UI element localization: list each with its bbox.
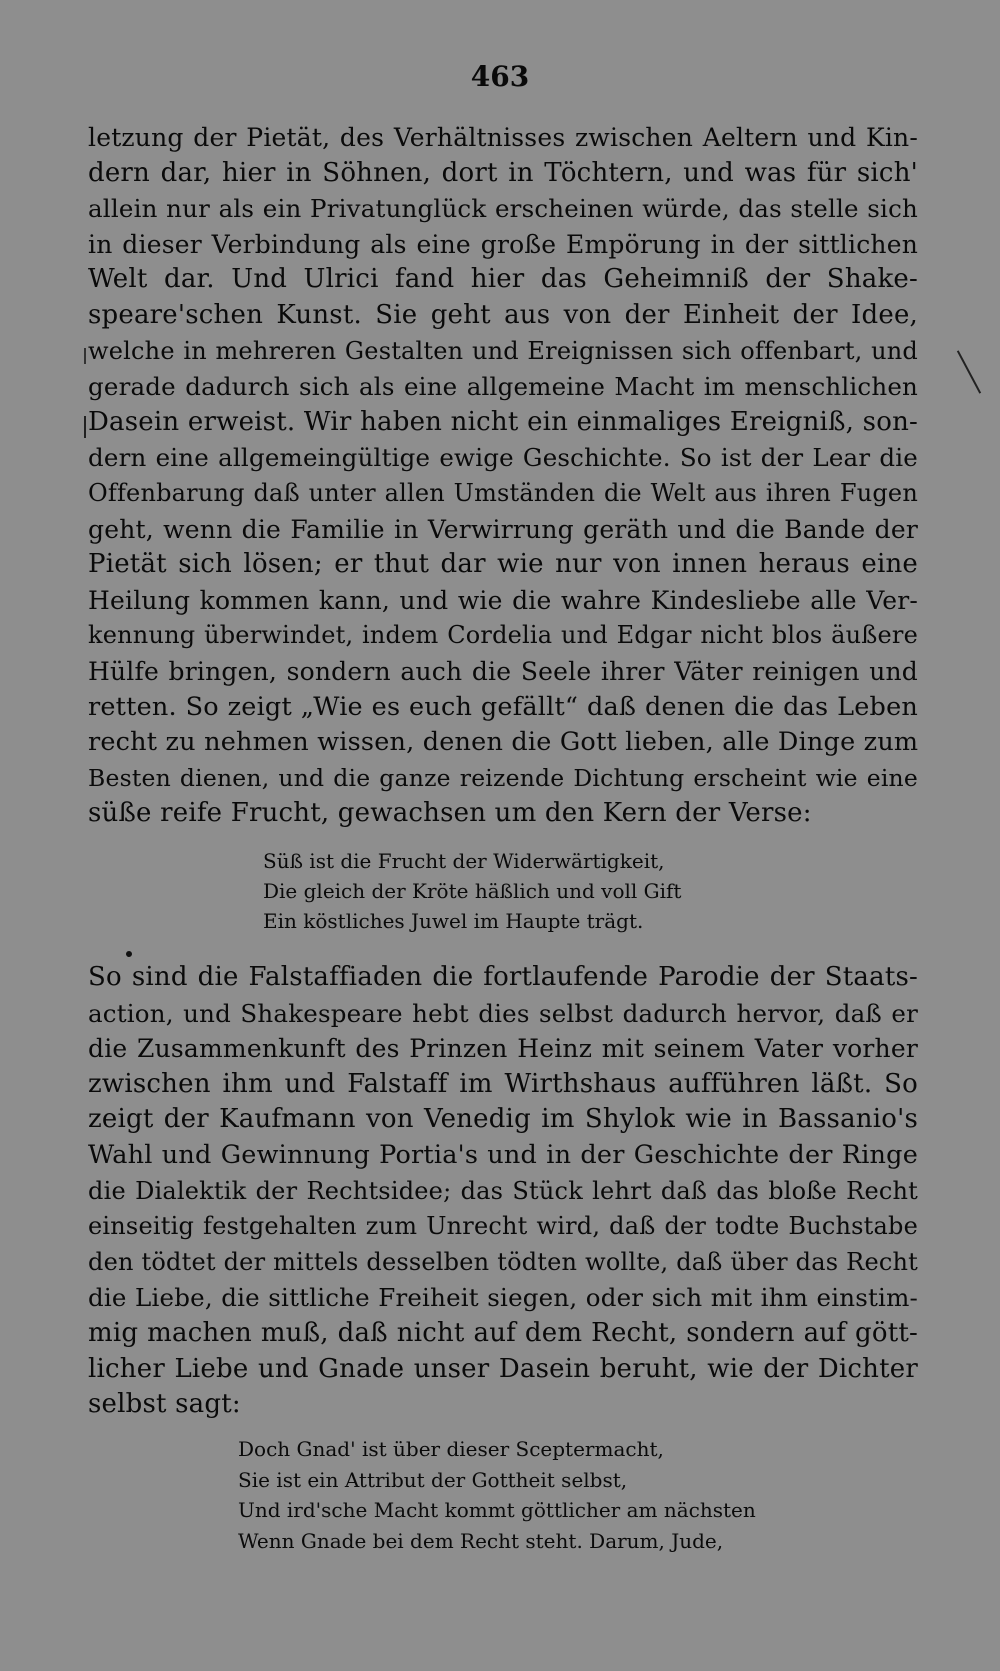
text-line: Heilung kommen kann, und wie die wahre Kindesliebe alle Ver- — [88, 585, 918, 615]
text-line: Besten dienen, und die ganze reizende Dichtung erscheint wie eine — [88, 763, 918, 792]
text-line: mig machen muß, daß nicht auf dem Recht, sondern auf gött- — [88, 1317, 918, 1348]
text-line: dern eine allgemeingültige ewige Geschichte. So ist der Lear die — [88, 443, 918, 473]
text-line: retten. So zeigt „Wie es euch gefällt“ daß denen die das Leben — [88, 691, 918, 722]
verse-line: Süß ist die Frucht der Widerwärtigkeit, — [263, 849, 665, 873]
text-line: Offenbarung daß unter allen Umständen die Welt aus ihren Fugen — [88, 478, 918, 507]
text-line: licher Liebe und Gnade unser Dasein beruht, wie der Dichter — [88, 1353, 918, 1384]
verse-line: Und ird'sche Macht kommt göttlicher am nächsten — [238, 1498, 756, 1522]
text-line: süße reife Frucht, gewachsen um den Kern der Verse: — [88, 798, 812, 829]
text-line: dern dar, hier in Söhnen, dort in Töchtern, und was für sich' — [88, 157, 918, 188]
margin-tick-mark — [84, 416, 86, 438]
text-line: gerade dadurch sich als eine allgemeine Macht im menschlichen — [88, 372, 918, 402]
verse-line: Die gleich der Kröte häßlich und voll Gift — [263, 879, 682, 903]
text-line: kennung überwindet, indem Cordelia und Edgar nicht blos äußere — [88, 621, 918, 650]
text-line: die Liebe, die sittliche Freiheit siegen, oder sich mit ihm einstim- — [88, 1283, 918, 1313]
text-line: den tödtet der mittels desselben tödten wollte, daß über das Recht — [88, 1247, 918, 1276]
text-line: die Zusammenkunft des Prinzen Heinz mit seinem Vater vorher — [88, 1034, 918, 1064]
verse-quote-2 — [238, 1434, 898, 1556]
text-line: einseitig festgehalten zum Unrecht wird, daß der todte Buchstabe — [88, 1212, 918, 1241]
verse-line: Sie ist ein Attribut der Gottheit selbst, — [238, 1467, 628, 1492]
text-line: zwischen ihm und Falstaff im Wirthshaus aufführen läßt. So — [88, 1068, 918, 1099]
text-line: zeigt der Kaufmann von Venedig im Shylok wie in Bassanio's — [88, 1104, 918, 1135]
verse-line: Wenn Gnade bei dem Recht steht. Darum, Jude, — [238, 1528, 724, 1553]
text-line: Pietät sich lösen; er thut dar wie nur von innen heraus eine — [88, 549, 918, 580]
text-line: Hülfe bringen, sondern auch die Seele ihrer Väter reinigen und — [88, 656, 918, 686]
verse-quote-1 — [263, 846, 903, 936]
text-line: speare'schen Kunst. Sie geht aus von der Einheit der Idee, — [88, 299, 918, 330]
text-line: geht, wenn die Familie in Verwirrung geräth und die Bande der — [88, 514, 918, 544]
margin-tick-mark-upper — [84, 348, 86, 364]
text-line: Welt dar. Und Ulrici fand hier das Geheimniß der Shake- — [88, 264, 918, 295]
text-line: in dieser Verbindung als eine große Empörung in der sittlichen — [88, 229, 918, 259]
paragraph-1 — [88, 120, 918, 832]
margin-pencil-mark — [957, 350, 981, 393]
text-line: Dasein erweist. Wir haben nicht ein einmaliges Ereigniß, son- — [88, 406, 918, 437]
text-line: welche in mehreren Gestalten und Ereignissen sich offenbart, und — [88, 336, 918, 365]
text-line: letzung der Pietät, des Verhältnisses zwischen Aeltern und Kin- — [88, 123, 918, 152]
text-line: selbst sagt: — [88, 1389, 241, 1420]
text-line: die Dialektik der Rechtsidee; das Stück lehrt daß das bloße Recht — [88, 1176, 918, 1205]
text-line: Wahl und Gewinnung Portia's und in der Geschichte der Ringe — [88, 1139, 918, 1170]
text-line: allein nur als ein Privatunglück erscheinen würde, das stelle sich — [88, 194, 918, 224]
paragraph-2 — [88, 960, 918, 1423]
verse-line: Ein köstliches Juwel im Haupte trägt. — [263, 909, 644, 933]
page-number: 463 — [470, 60, 530, 93]
verse-line: Doch Gnad' ist über dieser Sceptermacht, — [238, 1437, 664, 1461]
ink-dot — [126, 951, 132, 957]
text-line: recht zu nehmen wissen, denen die Gott lieben, alle Dinge zum — [88, 727, 919, 758]
text-line: So sind die Falstaffiaden die fortlaufende Parodie der Staats- — [88, 962, 918, 992]
text-line: action, und Shakespeare hebt dies selbst dadurch hervor, daß er — [88, 998, 918, 1028]
